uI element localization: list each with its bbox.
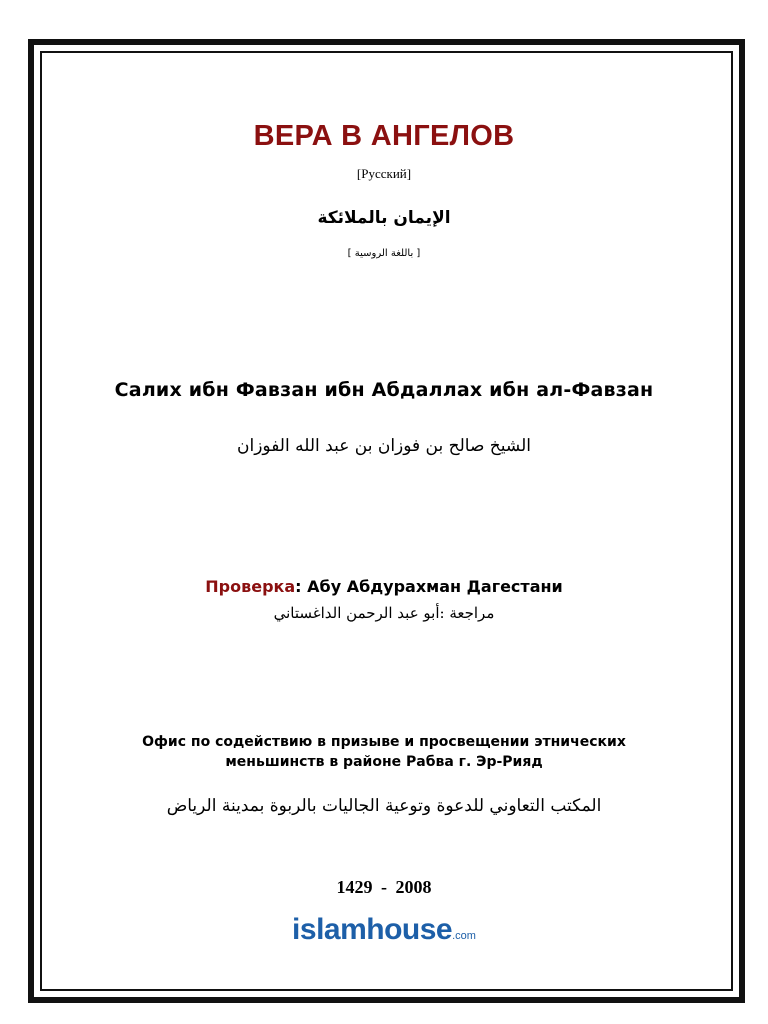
office-name-ru-line1: Офис по содействию в призыве и просвещении этнических <box>142 734 626 750</box>
review-label: Проверка <box>205 577 296 596</box>
publication-years: 1429 - 2008 <box>336 877 432 897</box>
logo-text: islamhouse <box>292 913 453 946</box>
islamhouse-logo[interactable] <box>0 913 768 947</box>
author-name-arabic: الشيخ صالح بن فوزان بن عبد الله الفوزان <box>237 436 531 456</box>
review-name: Абу Абдурахман Дагестани <box>307 577 563 596</box>
page-border-inner <box>40 51 733 991</box>
document-title: ВЕРА В АНГЕЛОВ <box>253 120 515 152</box>
review-line <box>0 577 768 596</box>
review-separator: : <box>295 577 308 596</box>
document-title-arabic: الإيمان بالملائكة <box>317 208 451 228</box>
office-name-ru-line2: меньшинств в районе Рабва г. Эр-Рияд <box>225 754 543 770</box>
review-line-arabic: مراجعة :أبو عبد الرحمن الداغستاني <box>273 604 495 622</box>
author-name-ru: Салих ибн Фавзан ибн Абдаллах ибн ал-Фавзан <box>114 379 654 401</box>
office-name-arabic: المكتب التعاوني للدعوة وتوعية الجاليات بالربوة بمدينة الرياض <box>166 796 602 816</box>
language-label-arabic: [ باللغة الروسية ] <box>347 248 421 259</box>
language-label-ru: [Русский] <box>356 166 412 181</box>
logo-domain: .com <box>452 930 476 942</box>
